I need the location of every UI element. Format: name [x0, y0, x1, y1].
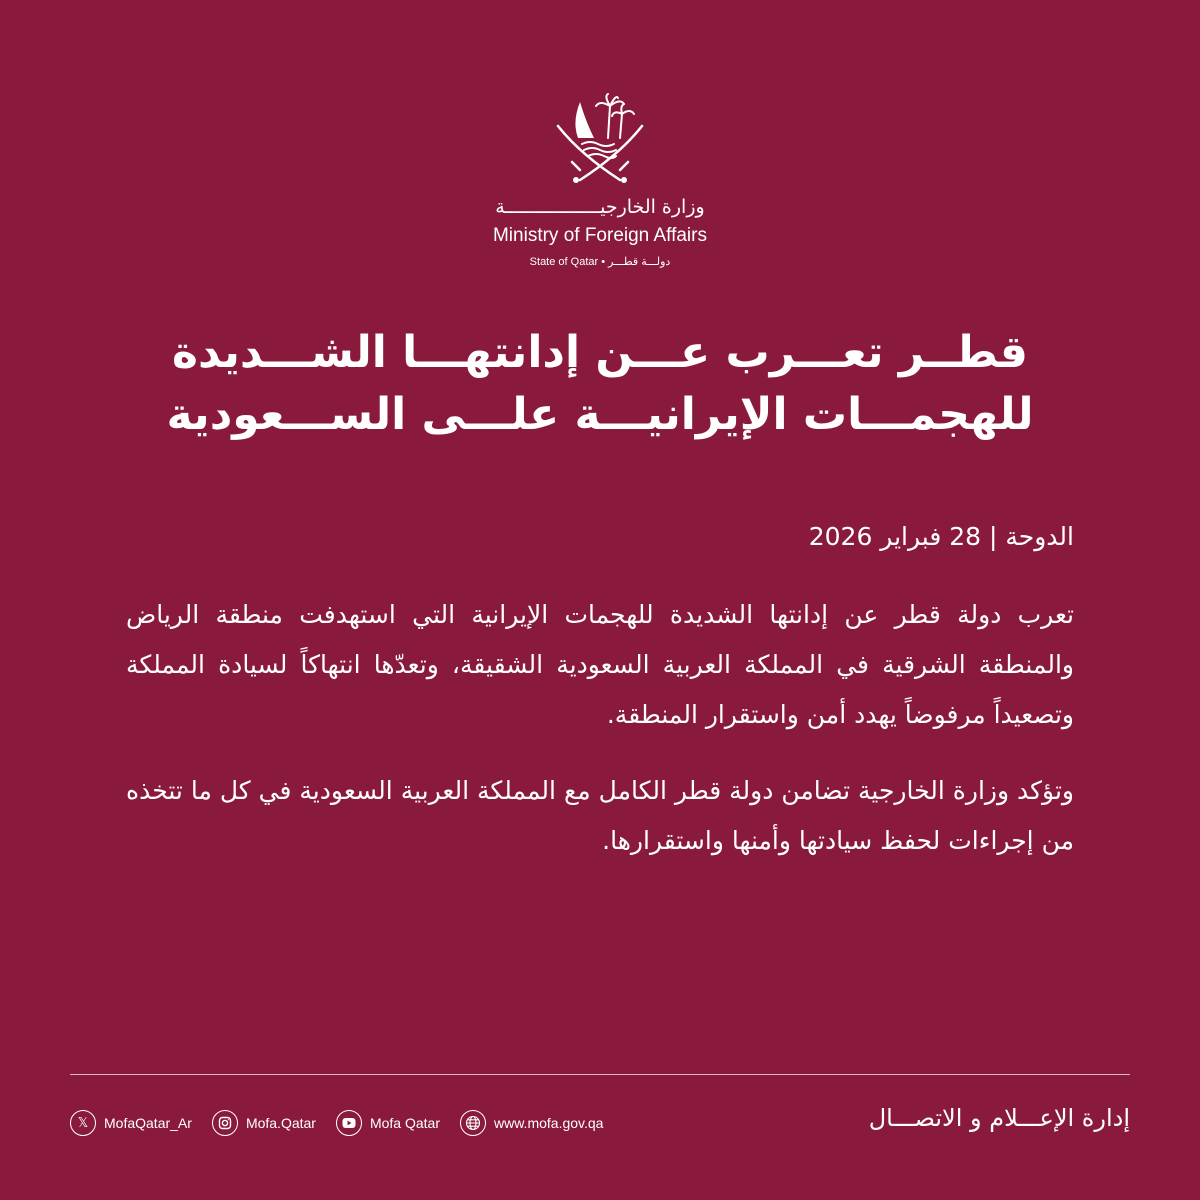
youtube-icon	[336, 1110, 362, 1136]
state-of-qatar-label: State of Qatar • دولـــة قطـــر	[529, 256, 671, 268]
qatar-emblem-logo	[550, 92, 650, 188]
instagram-icon	[212, 1110, 238, 1136]
social-youtube[interactable]	[336, 1110, 440, 1136]
social-x[interactable]	[70, 1110, 192, 1136]
social-label-youtube: Mofa Qatar	[369, 1115, 440, 1131]
headline: قطــر تعـــرب عـــن إدانتهـــا الشـــديدة للهجمـــات الإيرانيـــة علـــى الســـعودية	[166, 327, 1034, 440]
social-label-website: www.mofa.gov.qa	[494, 1115, 604, 1131]
footer-divider	[70, 1074, 1130, 1075]
social-website[interactable]	[460, 1110, 603, 1136]
social-instagram[interactable]	[212, 1110, 316, 1136]
paragraph-1: تعرب دولة قطر عن إدانتها الشديدة للهجمات الإيرانية التي استهدفت منطقة الرياض والمنطقة الشرقية في المملكة العربية السعودية الشقيقة، وتعدّها انتهاكاً لسيادة المملكة وتصعيداً مرفوضاً يهدد أمن واستقرار المنطقة.	[126, 600, 1074, 729]
globe-icon	[460, 1110, 486, 1136]
dateline: الدوحة | 28 فبراير 2026	[808, 522, 1074, 551]
social-label-instagram: Mofa.Qatar	[245, 1115, 316, 1131]
social-label-x: MofaQatar_Ar	[104, 1115, 192, 1131]
x-icon: 𝕏	[70, 1110, 96, 1136]
media-department-label: إدارة الإعـــلام و الاتصـــال	[868, 1104, 1130, 1132]
ministry-name-arabic: وزارة الخارجيـــــــــــــــــة	[495, 196, 705, 218]
paragraph-2: وتؤكد وزارة الخارجية تضامن دولة قطر الكامل مع المملكة العربية السعودية في كل ما تتخذه من إجراءات لحفظ سيادتها وأمنها واستقرارها.	[126, 776, 1074, 855]
social-links	[70, 1110, 623, 1136]
ministry-name-english: Ministry of Foreign Affairs	[492, 225, 707, 246]
